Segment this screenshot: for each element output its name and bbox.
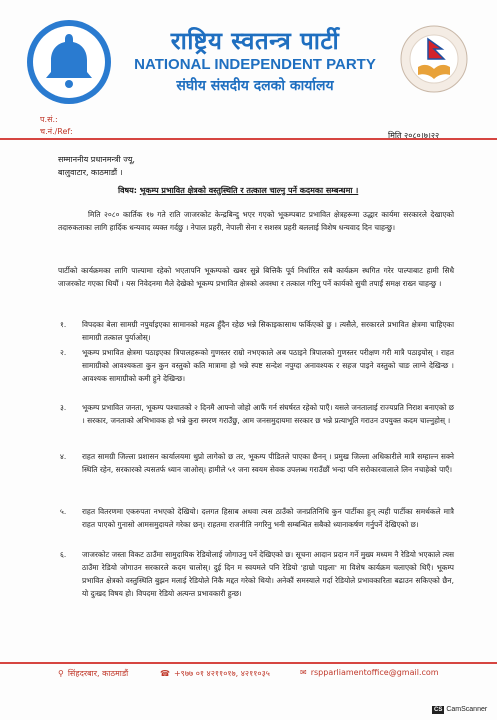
- footer-email-text[interactable]: rspparliamentoffice@gmail.com: [310, 668, 439, 677]
- list-item-number: ५.: [60, 507, 67, 516]
- scanner-label: CamScanner: [446, 706, 488, 713]
- party-name-english: NATIONAL INDEPENDENT PARTY: [134, 56, 376, 73]
- email-icon: ✉: [300, 668, 307, 677]
- footer-phone: [160, 668, 270, 679]
- scanner-watermark: [432, 706, 487, 714]
- parliament-emblem-icon: [400, 25, 468, 93]
- party-name-nepali: राष्ट्रिय स्वतन्त्र पार्टी: [170, 27, 340, 55]
- list-item-number: २.: [60, 348, 67, 357]
- office-name: संघीय संसदीय दलको कार्यालय: [176, 78, 334, 94]
- list-item-number: १.: [60, 320, 67, 329]
- footer-address-text: सिंहदरबार, काठमाडौं: [67, 669, 129, 678]
- subject-label: विषय:: [118, 186, 137, 195]
- footer-email[interactable]: [300, 668, 439, 677]
- body-paragraph-1: मिति २०८० कार्तिक १७ गते राति जाजरकोट केन्द्रबिन्दु भएर गएको भूकम्पबाट प्रभावित क्षेत्रहरूमा उद्धार कार्यमा सरकारले देखाएको तदारुकताका लागि हार्दिक धन्यवाद व्यक्त गर्दछु । नेपाल प्रहरी, नेपाली सेना र सशस्त्र प्रहरी बललाई विशेष धन्यवाद दिन चाहन्छु।: [58, 210, 454, 232]
- list-item-text: विपदका बेला सामग्री नपुर्याइएका सामानको महत्व हुँदैन रहेछ भन्ने सिकाइकासाथ फर्किएको छु । त्यसैले, सरकारले प्रभावित क्षेत्रमा चाहिएका सामाग्री तत्काल पुर्याओस्।: [82, 320, 454, 342]
- reference-pa-san: प.सं.:: [40, 115, 58, 124]
- list-item-number: ३.: [60, 403, 67, 412]
- list-item-text: राहत सामग्री जिल्ला प्रशासन कार्यालयमा थुप्रो लागेको छ तर, भूकम्प पीडितले पाएका छैनन् । प्रमुख जिल्ला अधिकारीले मात्रै सम्हाल्न सक्ने स्थिति रहेन, सरकारको त्यसतर्फ ध्यान जाओस्। हामीले ५१ जना स्वयम सेवक उपलब्ध गराउँछौं भन्दा पनि सरोकारवालाले लिन नचाहेको पाएँ।: [82, 452, 454, 474]
- reference-cha-na: च.नं./Ref:: [40, 127, 73, 136]
- subject-line: [118, 185, 358, 196]
- subject-text: भूकम्प प्रभावित क्षेत्रको वस्तुस्थिति र तत्काल चाल्नु पर्ने कदमका सम्बन्धमा ।: [139, 186, 359, 195]
- list-item-number: ४.: [60, 452, 67, 461]
- recipient-line-1: सम्माननीय प्रधानमन्त्री ज्यू,: [58, 155, 135, 164]
- phone-icon: ☎: [160, 669, 170, 678]
- footer-address: [58, 668, 128, 679]
- list-item-text: भूकम्प प्रभावित क्षेत्रमा पठाइएका त्रिपालहरूको गुणस्तर राम्रो नभएकाले अब पठाइने त्रिपालको गुणस्तर परीक्षण गरी मात्रै पठाइयोस् । राहत सामाग्रीको आवश्यकता कुन कुन वस्तुको कति मात्रामा हो भन्ने स्पष्ट सन्देश नपुग्दा अनावश्यक र सहज पाइने वस्तुको चाङ लाग्ने देखिन्छ । आवश्यक सामाग्रीको कमी हुने देखिन्छ।: [82, 348, 454, 383]
- recipient-line-2: बालुवाटार, काठमाडौं ।: [58, 168, 123, 177]
- party-bell-logo-icon: [25, 18, 113, 106]
- scanner-logo-icon: CS: [434, 707, 443, 713]
- body-paragraph-2: पार्टीको कार्यक्रमका लागि पाल्पामा रहेको भएतापनि भूकम्पको खबर सुन्ने बित्तिकै पूर्व निर्धारित सबै कार्यक्रम स्थगित गरेर पाल्पाबाट हामी सिधै जाजरकोट गएका थियौं । यस निवेदनमा मैले देखेको भूकम्प प्रभावित क्षेत्रको अवस्था र तत्काल गरिनु पर्ने कार्यको सुची तपाईं समक्ष राख्न चाहन्छु ।: [58, 266, 454, 288]
- list-item-number: ६.: [60, 550, 67, 559]
- list-item-text: जाजरकोट जस्ता विकट ठाउँमा सामुदायिक रेडियोलाई जोगाउनु पर्ने देखिएको छ। सूचना आदान प्रदान गर्ने मुख्य मध्यम नै रेडियो भएकाले त्यस ठाउँमा रेडियो जोगाउन सरकारले कदम चालोस्। दुई दिन म स्वयमले पनि रेडियो 'हाम्रो पाइला' मा विशेष कार्यक्रम चलाएको थिएँ। भूकम्प प्रभावित क्षेत्रको वस्तुस्थिति बुझन मलाई रेडियोले निकै मद्दत गरेको थियो। अनेकौं समस्याले गर्दा रेडियोले प्रभावकारिता बढाउन सकिएको छैन, यो दुःखद विषय हो। विपदमा रेडियो अत्यन्त प्रभावकारी हुन्छ।: [82, 550, 454, 598]
- location-pin-icon: ⚲: [58, 669, 64, 678]
- list-item-text: भूकम्प प्रभावित जनता, भूकम्प पश्चातको २ दिनमै आफ्नो जोहो आफैं गर्न संघर्षरत रहेको पाएँ। यसले जनतालाई राज्यप्रति निराश बनाएको छ । सरकार, जनताको अभिभावक हो भन्ने कुरा स्मरण गराउँछु, आम जनसमुदायमा सरकार छ भन्ने प्रत्याभूति गराउन उपयुक्त कदम चाल्नुहोस् ।: [82, 403, 454, 425]
- footer-divider: [0, 662, 497, 664]
- footer-phone-text: +९७७ ०१ ४२११०१७, ४२११०३५: [173, 669, 270, 678]
- list-item-text: राहत वितरणमा एकरुपता नभएको देखियो। दलगत हिसाब अथवा त्यस ठाउँको जनप्रतिनिधि कुन पार्टीका हुन् त्यही पार्टीका समर्थकले मात्रै राहत पाएको गुनासो आमसमुदायले गरेका छन्। राहतमा राजनीति नगरिनु भनी सम्बन्धित सबैको ध्यानाकर्षण गर्नुपर्ने देखिएको छ।: [82, 507, 454, 529]
- letter-date: मिति २०८०।७।२२: [388, 131, 440, 140]
